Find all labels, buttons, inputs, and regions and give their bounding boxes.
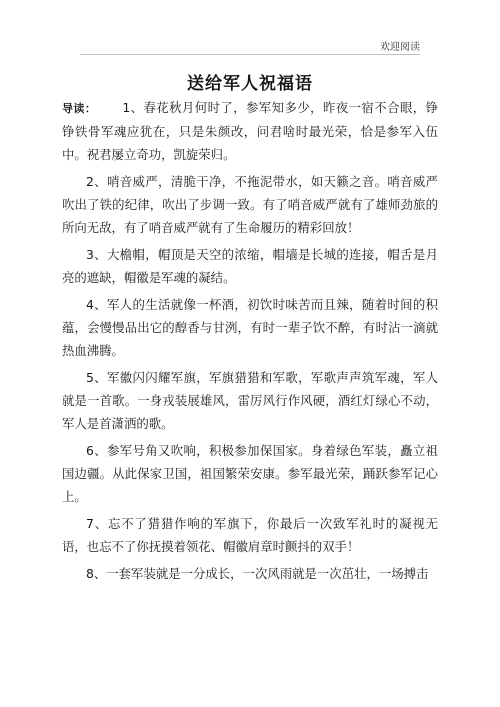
paragraph-1 xyxy=(62,96,438,166)
paragraph-8: 8、一套军装就是一分成长，一次风雨就是一次茁壮，一场搏击 xyxy=(86,566,429,581)
header-divider xyxy=(80,54,420,55)
document-title: 送给军人祝福语 xyxy=(187,74,313,94)
document-body xyxy=(62,96,438,589)
paragraph-6: 6、参军号角又吹响，积极参加保国家。身着绿色军装，矗立祖国边疆。从此保家卫国，祖国繁荣安康。参军最光荣，踊跃参军记心上。 xyxy=(62,443,438,504)
paragraph-7: 7、忘不了猎猎作响的军旗下，你最后一次致军礼时的凝视无语，也忘不了你抚摸着领花、帽徽肩章时颤抖的双手！ xyxy=(62,516,438,554)
header-note: 欢迎阅读 xyxy=(380,42,420,53)
lead-label: 导读： xyxy=(62,102,97,115)
paragraph-3: 3、大檐帽，帽顶是天空的浓缩，帽墙是长城的连接，帽舌是月亮的遮缺，帽徽是军魂的凝结。 xyxy=(62,247,438,285)
paragraph-5: 5、军徽闪闪耀军旗，军旗猎猎和军歌，军歌声声筑军魂，军人就是一首歌。一身戎装展雄风，雷厉风行作风硬，酒红灯绿心不动，军人是首潇洒的歌。 xyxy=(62,370,438,431)
paragraph-2: 2、哨音威严，清脆干净，不拖泥带水，如天籁之音。哨音威严吹出了铁的纪律，吹出了步调一致。有了哨音威严就有了雄师劲旅的所向无敌，有了哨音威严就有了生命履历的精彩回放！ xyxy=(62,174,438,235)
paragraph-text: 1、春花秋月何时了，参军知多少，昨夜一宿不合眼，铮铮铁骨军魂应犹在，只是朱颜改，问君啥时最光荣，恰是参军入伍中。祝君屡立奇功，凯旋荣归。 xyxy=(62,100,439,162)
paragraph-4: 4、军人的生活就像一杯酒，初饮时味苦而且辣，随着时间的积蕴，会慢慢品出它的醇香与甘洌，有时一辈子饮不醉，有时沾一滴就热血沸腾。 xyxy=(62,297,438,358)
